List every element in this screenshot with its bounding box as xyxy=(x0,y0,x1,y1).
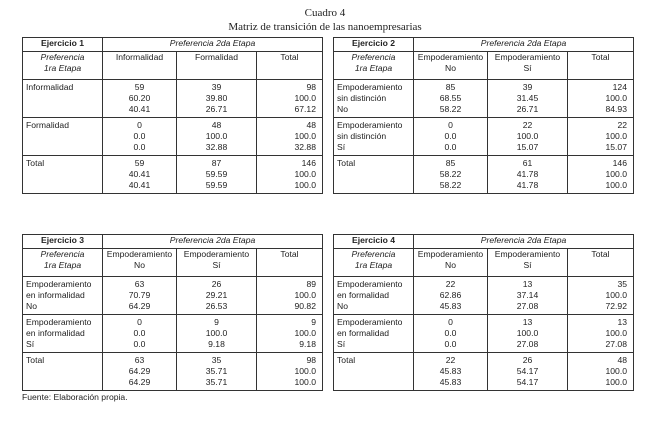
column-header xyxy=(568,52,634,80)
second-stage-header: Preferencia 2da Etapa xyxy=(103,38,323,52)
cell-line: 100.0 xyxy=(605,93,627,103)
cell-line: en formalidad xyxy=(337,328,390,338)
table-caption-number: Cuadro 4 xyxy=(304,7,346,19)
cell-line: 72.92 xyxy=(605,301,627,311)
table-row xyxy=(334,118,634,156)
cell-line: 9 xyxy=(214,317,219,327)
cell-line: en informalidad xyxy=(26,290,85,300)
cell-line: 63 xyxy=(134,279,145,289)
value-cell xyxy=(568,118,634,156)
column-header xyxy=(414,52,488,80)
table-row xyxy=(23,315,323,353)
cell-line: 60.20 xyxy=(128,93,151,103)
cell-line: 45.83 xyxy=(439,377,462,387)
cell-line: 100.0 xyxy=(294,290,316,300)
cell-line: 13 xyxy=(617,317,627,327)
cell-line: 100.0 xyxy=(294,131,316,141)
cell-line: Empoderamiento xyxy=(26,317,92,327)
cell-line: Total xyxy=(26,355,45,365)
cell-line: 0.0 xyxy=(133,142,146,152)
cell-line: Sí xyxy=(523,260,532,270)
cell-line: No xyxy=(26,301,37,311)
row-label xyxy=(23,315,103,353)
cell-line: 100.0 xyxy=(605,377,627,387)
cell-line: 63 xyxy=(134,355,145,365)
cell-line: 61 xyxy=(522,158,533,168)
cell-line: Empoderamiento xyxy=(26,279,92,289)
cell-line: 40.41 xyxy=(128,104,151,114)
cell-line: 100.0 xyxy=(205,131,228,141)
cell-line: 27.08 xyxy=(516,339,539,349)
cell-line: Empoderamiento xyxy=(337,120,403,130)
exercise-table-2 xyxy=(333,37,634,194)
cell-line: 0 xyxy=(137,317,142,327)
cell-line: Empoderamiento xyxy=(337,82,403,92)
cell-line: 68.55 xyxy=(439,93,462,103)
value-cell xyxy=(257,277,323,315)
column-header xyxy=(414,249,488,277)
second-stage-header: Preferencia 2da Etapa xyxy=(414,235,634,249)
cell-line: 0 xyxy=(137,120,142,130)
row-label xyxy=(23,353,103,391)
cell-line: 40.41 xyxy=(128,180,151,190)
cell-line: 29.21 xyxy=(205,290,228,300)
cell-line: 100.0 xyxy=(294,328,316,338)
cell-line: 85 xyxy=(445,82,456,92)
cell-line: Empoderamiento xyxy=(183,249,250,259)
cell-line: 58.22 xyxy=(439,180,462,190)
cell-line: Total xyxy=(591,249,610,259)
column-header xyxy=(257,52,323,80)
cell-line: Total xyxy=(591,52,610,62)
column-header xyxy=(568,249,634,277)
cell-line: 100.0 xyxy=(294,180,316,190)
value-cell xyxy=(568,156,634,194)
cell-line: Empoderamiento xyxy=(337,317,403,327)
cell-line: Preferencia xyxy=(40,249,85,259)
exercise-title: Ejercicio 2 xyxy=(334,38,414,52)
table-row xyxy=(23,277,323,315)
cell-line: 54.17 xyxy=(516,366,539,376)
cell-line: Empoderamiento xyxy=(337,279,403,289)
cell-line: 48 xyxy=(617,355,627,365)
cell-line: 58.22 xyxy=(439,169,462,179)
row-label xyxy=(334,353,414,391)
exercise-title: Ejercicio 1 xyxy=(23,38,103,52)
cell-line: 100.0 xyxy=(205,328,228,338)
exercise-table-1 xyxy=(22,37,323,194)
cell-line: 41.78 xyxy=(516,180,539,190)
cell-line: Sí xyxy=(337,339,346,349)
cell-line: 84.93 xyxy=(605,104,627,114)
cell-line: en informalidad xyxy=(26,328,85,338)
column-header xyxy=(103,52,177,80)
cell-line: 100.0 xyxy=(516,328,539,338)
value-cell xyxy=(103,315,177,353)
cell-line: Sí xyxy=(337,142,346,152)
cell-line: 27.08 xyxy=(605,339,627,349)
exercise-title: Ejercicio 3 xyxy=(23,235,103,249)
cell-line: 100.0 xyxy=(605,366,627,376)
cell-line: 39.80 xyxy=(205,93,228,103)
cell-line: Total xyxy=(337,355,356,365)
cell-line: Sí xyxy=(523,63,532,73)
row-label xyxy=(23,277,103,315)
table-row xyxy=(334,353,634,391)
cell-line: Preferencia xyxy=(40,52,85,62)
cell-line: Total xyxy=(280,52,299,62)
first-stage-header xyxy=(334,52,414,80)
value-cell xyxy=(257,315,323,353)
value-cell xyxy=(488,156,568,194)
cell-line: No xyxy=(134,260,145,270)
value-cell xyxy=(568,353,634,391)
table-row xyxy=(334,277,634,315)
value-cell xyxy=(568,315,634,353)
exercise-table-4 xyxy=(333,234,634,391)
first-stage-header xyxy=(23,249,103,277)
cell-line: 39 xyxy=(211,82,222,92)
cell-line: 26.71 xyxy=(205,104,228,114)
table-row xyxy=(334,315,634,353)
cell-line: Sí xyxy=(212,260,221,270)
cell-line: 100.0 xyxy=(294,93,316,103)
cell-line: en formalidad xyxy=(337,290,390,300)
cell-line: 1ra Etapa xyxy=(43,63,82,73)
cell-line: 35.71 xyxy=(205,377,228,387)
exercise-table-3 xyxy=(22,234,323,391)
cell-line: 26.53 xyxy=(205,301,228,311)
column-header xyxy=(177,52,257,80)
cell-line: 146 xyxy=(301,158,316,168)
cell-line: 26 xyxy=(522,355,533,365)
cell-line: 64.29 xyxy=(128,366,151,376)
cell-line: 22 xyxy=(445,279,456,289)
cell-line: 100.0 xyxy=(605,169,627,179)
cell-line: Preferencia xyxy=(351,52,396,62)
cell-line: Empoderamiento xyxy=(494,249,561,259)
table-row xyxy=(23,118,323,156)
cell-line: 100.0 xyxy=(294,377,316,387)
value-cell xyxy=(488,277,568,315)
cell-line: 62.86 xyxy=(439,290,462,300)
value-cell xyxy=(488,353,568,391)
cell-line: 64.29 xyxy=(128,377,151,387)
cell-line: 22 xyxy=(522,120,533,130)
cell-line: No xyxy=(337,104,348,114)
value-cell xyxy=(177,156,257,194)
cell-line: 0.0 xyxy=(444,328,457,338)
cell-line: Empoderamiento xyxy=(417,52,484,62)
cell-line: 58.22 xyxy=(439,104,462,114)
cell-line: sin distinción xyxy=(337,131,387,141)
cell-line: 0.0 xyxy=(133,339,146,349)
table-row xyxy=(334,80,634,118)
cell-line: 15.07 xyxy=(605,142,627,152)
cell-line: 27.08 xyxy=(516,301,539,311)
cell-line: 45.83 xyxy=(439,301,462,311)
cell-line: sin distinción xyxy=(337,93,387,103)
value-cell xyxy=(257,156,323,194)
second-stage-header: Preferencia 2da Etapa xyxy=(103,235,323,249)
cell-line: Empoderamiento xyxy=(106,249,173,259)
cell-line: 31.45 xyxy=(516,93,539,103)
value-cell xyxy=(488,118,568,156)
cell-line: 59 xyxy=(134,82,145,92)
value-cell xyxy=(257,353,323,391)
cell-line: No xyxy=(445,260,456,270)
cell-line: 100.0 xyxy=(605,290,627,300)
table-row xyxy=(23,156,323,194)
cell-line: Formalidad xyxy=(26,120,69,130)
column-header xyxy=(488,249,568,277)
row-label xyxy=(334,277,414,315)
value-cell xyxy=(177,353,257,391)
table-row xyxy=(23,353,323,391)
column-header xyxy=(257,249,323,277)
cell-line: 70.79 xyxy=(128,290,151,300)
cell-line: No xyxy=(337,301,348,311)
value-cell xyxy=(177,118,257,156)
source-note: Fuente: Elaboración propia. xyxy=(22,392,128,402)
cell-line: 13 xyxy=(522,279,533,289)
cell-line: 0.0 xyxy=(444,131,457,141)
table-caption-title: Matriz de transición de las nanoempresarias xyxy=(228,21,422,33)
cell-line: 1ra Etapa xyxy=(354,63,393,73)
cell-line: 9 xyxy=(311,317,316,327)
cell-line: 48 xyxy=(211,120,222,130)
cell-line: 146 xyxy=(612,158,627,168)
column-header xyxy=(488,52,568,80)
cell-line: 37.14 xyxy=(516,290,539,300)
cell-line: 100.0 xyxy=(516,131,539,141)
row-label xyxy=(334,118,414,156)
cell-line: 0.0 xyxy=(133,131,146,141)
cell-line: 59.59 xyxy=(205,180,228,190)
value-cell xyxy=(103,80,177,118)
cell-line: 22 xyxy=(445,355,456,365)
second-stage-header: Preferencia 2da Etapa xyxy=(414,38,634,52)
cell-line: 15.07 xyxy=(516,142,539,152)
cell-line: 100.0 xyxy=(294,169,316,179)
cell-line: 0.0 xyxy=(444,339,457,349)
value-cell xyxy=(414,315,488,353)
cell-line: Preferencia xyxy=(351,249,396,259)
cell-line: 59.59 xyxy=(205,169,228,179)
value-cell xyxy=(414,353,488,391)
value-cell xyxy=(103,118,177,156)
first-stage-header xyxy=(334,249,414,277)
cell-line: 48 xyxy=(306,120,316,130)
value-cell xyxy=(414,118,488,156)
table-row xyxy=(334,156,634,194)
cell-line: 45.83 xyxy=(439,366,462,376)
cell-line: 67.12 xyxy=(294,104,316,114)
cell-line: 85 xyxy=(445,158,456,168)
cell-line: 1ra Etapa xyxy=(354,260,393,270)
cell-line: 100.0 xyxy=(605,180,627,190)
cell-line: 32.88 xyxy=(294,142,316,152)
cell-line: 0 xyxy=(448,317,453,327)
cell-line: 64.29 xyxy=(128,301,151,311)
cell-line: 35 xyxy=(617,279,627,289)
cell-line: 90.82 xyxy=(294,301,316,311)
cell-line: Total xyxy=(26,158,45,168)
cell-line: Informalidad xyxy=(26,82,74,92)
exercise-title: Ejercicio 4 xyxy=(334,235,414,249)
cell-line: 0.0 xyxy=(444,142,457,152)
column-header xyxy=(177,249,257,277)
cell-line: 54.17 xyxy=(516,377,539,387)
cell-line: 39 xyxy=(522,82,533,92)
cell-line: Empoderamiento xyxy=(417,249,484,259)
cell-line: 100.0 xyxy=(294,366,316,376)
value-cell xyxy=(414,277,488,315)
cell-line: 59 xyxy=(134,158,145,168)
value-cell xyxy=(414,156,488,194)
cell-line: Informalidad xyxy=(115,52,164,62)
cell-line: Total xyxy=(337,158,356,168)
cell-line: 89 xyxy=(306,279,316,289)
cell-line: 40.41 xyxy=(128,169,151,179)
cell-line: 9.18 xyxy=(299,339,316,349)
column-header xyxy=(103,249,177,277)
value-cell xyxy=(103,353,177,391)
cell-line: 100.0 xyxy=(605,131,627,141)
row-label xyxy=(334,80,414,118)
value-cell xyxy=(257,80,323,118)
cell-line: 26.71 xyxy=(516,104,539,114)
row-label xyxy=(23,156,103,194)
cell-line: 98 xyxy=(306,82,316,92)
cell-line: 9.18 xyxy=(208,339,225,349)
value-cell xyxy=(103,277,177,315)
value-cell xyxy=(568,277,634,315)
row-label xyxy=(23,118,103,156)
value-cell xyxy=(257,118,323,156)
cell-line: Formalidad xyxy=(195,52,238,62)
cell-line: 100.0 xyxy=(605,328,627,338)
cell-line: 0 xyxy=(448,120,453,130)
value-cell xyxy=(414,80,488,118)
value-cell xyxy=(177,277,257,315)
cell-line: 26 xyxy=(211,279,222,289)
first-stage-header xyxy=(23,52,103,80)
cell-line: 98 xyxy=(306,355,316,365)
cell-line: Empoderamiento xyxy=(494,52,561,62)
row-label xyxy=(23,80,103,118)
value-cell xyxy=(488,80,568,118)
cell-line: 0.0 xyxy=(133,328,146,338)
cell-line: 32.88 xyxy=(205,142,228,152)
cell-line: 87 xyxy=(211,158,222,168)
cell-line: 124 xyxy=(612,82,627,92)
cell-line: Total xyxy=(280,249,299,259)
cell-line: 41.78 xyxy=(516,169,539,179)
cell-line: Sí xyxy=(26,339,35,349)
value-cell xyxy=(177,80,257,118)
cell-line: 35 xyxy=(211,355,222,365)
value-cell xyxy=(568,80,634,118)
value-cell xyxy=(177,315,257,353)
value-cell xyxy=(488,315,568,353)
cell-line: No xyxy=(445,63,456,73)
row-label xyxy=(334,315,414,353)
cell-line: 22 xyxy=(617,120,627,130)
value-cell xyxy=(103,156,177,194)
cell-line: 35.71 xyxy=(205,366,228,376)
cell-line: 13 xyxy=(522,317,533,327)
cell-line: 1ra Etapa xyxy=(43,260,82,270)
table-row xyxy=(23,80,323,118)
row-label xyxy=(334,156,414,194)
